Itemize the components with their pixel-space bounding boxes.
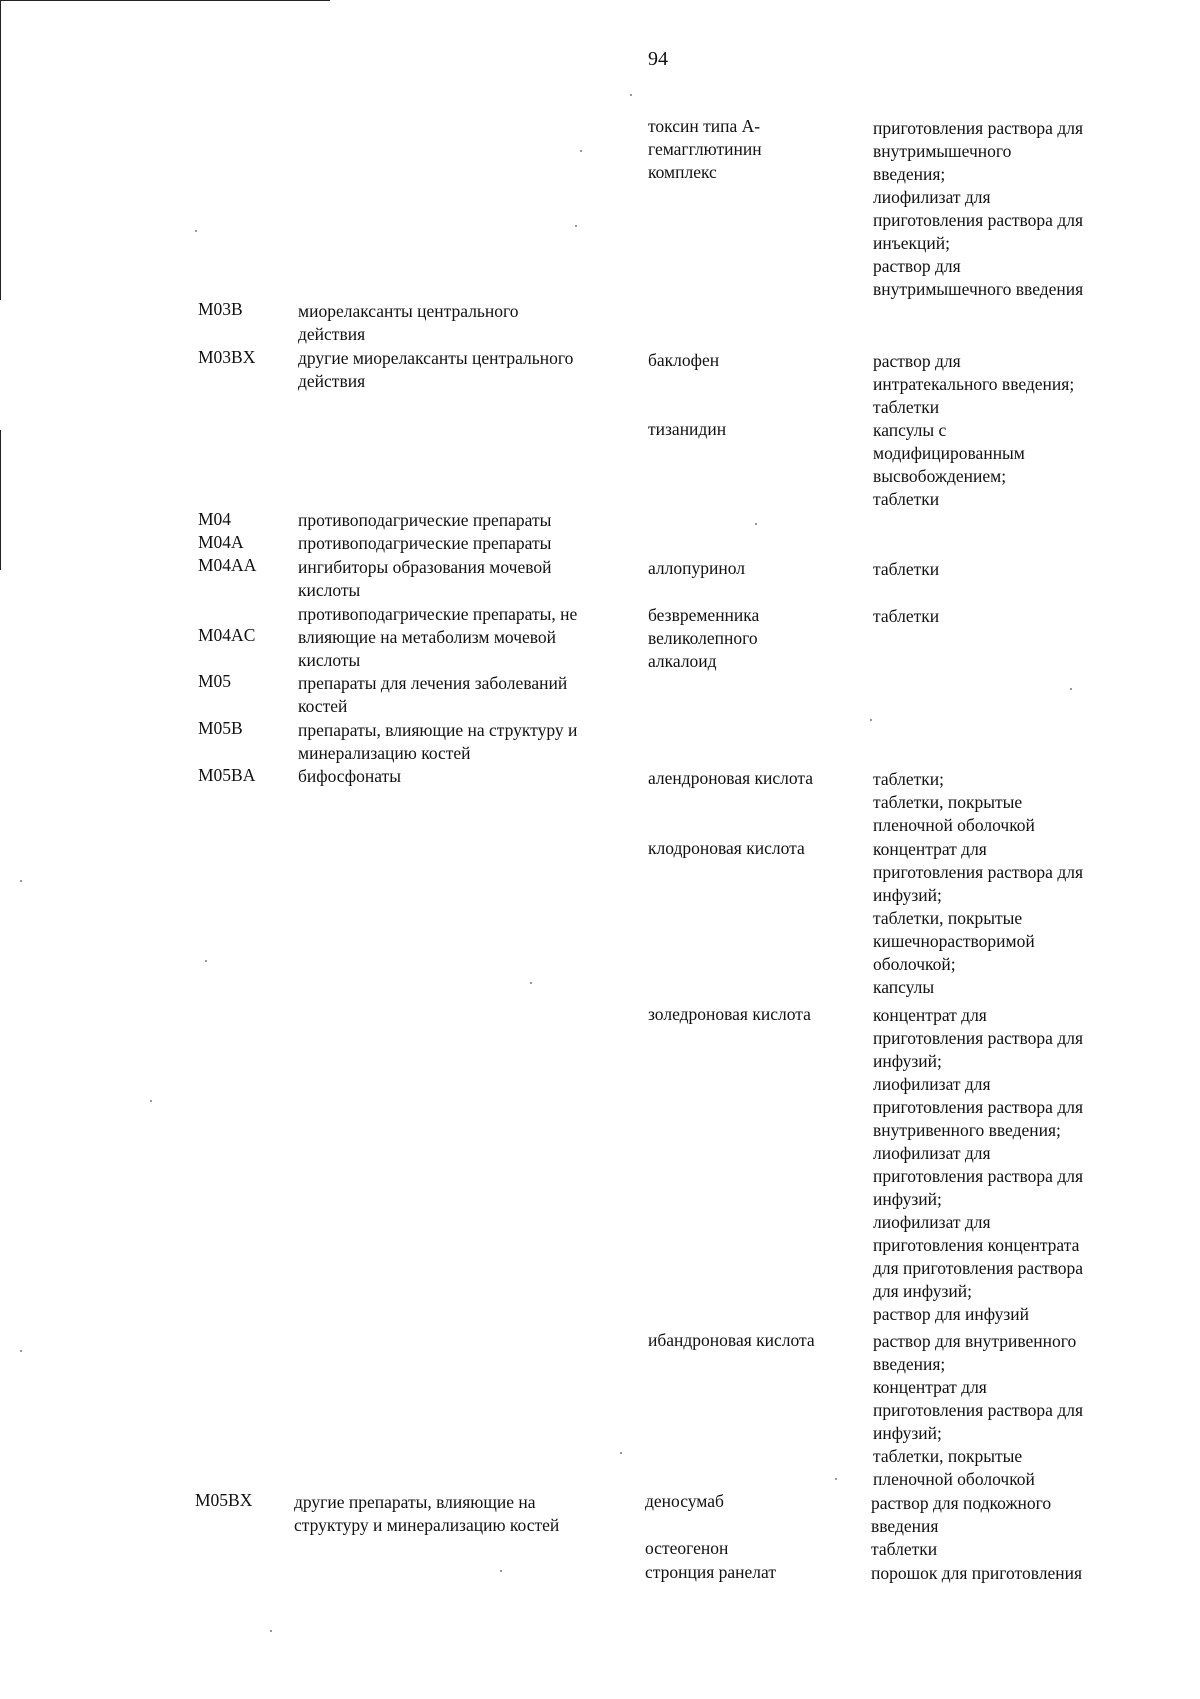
scan-speck	[500, 1570, 502, 1572]
dosage-forms: таблетки	[873, 559, 940, 579]
scan-speck	[20, 880, 22, 882]
atc-code: M03BX	[198, 347, 256, 367]
drug-name: стронция ранелат	[645, 1562, 776, 1582]
group-name: препараты для лечения заболеваний костей	[298, 673, 568, 716]
atc-code: M05	[198, 671, 232, 691]
dosage-forms: порошок для приготовления	[871, 1563, 1082, 1583]
scan-speck	[835, 1478, 837, 1480]
drug-name: токсин типа А- гемагглютинин комплекс	[648, 116, 762, 182]
drug-name: тизанидин	[648, 419, 727, 439]
drug-name: безвременника великолепного алкалоид	[648, 605, 760, 671]
dosage-forms: концентрат для приготовления раствора для инфузий; лиофилизат для приготовления раствора для внутривенного введения; лиофилизат для приготовления раствора для инфузий; лиофилизат для приготовления концентрата для приготовления раствора для инфузий; раствор для инфузий	[873, 1005, 1083, 1324]
dosage-forms: концентрат для приготовления раствора для инфузий; таблетки, покрытые кишечнорастворимой оболочкой; капсулы	[873, 839, 1083, 997]
drug-name: алендроновая кислота	[648, 768, 814, 788]
group-name: ингибиторы образования мочевой кислоты	[298, 557, 552, 600]
scan-speck	[870, 719, 872, 721]
drug-name: деносумаб	[645, 1491, 724, 1511]
scan-speck	[205, 960, 207, 962]
scan-speck	[530, 982, 532, 984]
group-name: миорелаксанты центрального действия	[298, 301, 519, 344]
drug-name: аллопуринол	[648, 558, 745, 578]
scan-speck	[150, 1100, 152, 1102]
scan-speck	[1070, 688, 1072, 690]
drug-name: клодроновая кислота	[648, 838, 805, 858]
scan-speck	[20, 1350, 22, 1352]
group-name: противоподагрические препараты	[298, 510, 552, 530]
scan-speck	[580, 150, 582, 152]
scan-speck	[755, 523, 757, 525]
scan-edge-left-mark	[0, 430, 1, 570]
scan-speck	[630, 94, 632, 96]
atc-code: M04AA	[198, 555, 257, 575]
dosage-forms: приготовления раствора для внутримышечного введения; лиофилизат для приготовления раствора для инъекций; раствор для внутримышечного введения	[873, 118, 1084, 299]
group-name: другие миорелаксанты центрального действия	[298, 348, 574, 391]
atc-code: M05B	[198, 718, 243, 738]
scan-speck	[620, 1452, 622, 1454]
scan-speck	[270, 1630, 272, 1632]
atc-code: M03B	[198, 299, 243, 319]
atc-code: M04A	[198, 532, 244, 552]
atc-code: M04AC	[198, 625, 256, 645]
group-name: бифосфонаты	[298, 766, 401, 786]
page-number: 94	[648, 48, 668, 70]
dosage-forms: таблетки; таблетки, покрытые пленочной оболочкой	[873, 769, 1035, 835]
group-name: противоподагрические препараты, не влияющие на метаболизм мочевой кислоты	[298, 604, 578, 670]
dosage-forms: таблетки	[873, 606, 940, 626]
dosage-forms: таблетки	[871, 1539, 938, 1559]
scan-speck	[575, 225, 577, 227]
atc-code: M04	[198, 509, 232, 529]
scan-edge-left	[0, 0, 1, 300]
dosage-forms: раствор для интратекального введения; таблетки	[873, 351, 1075, 417]
dosage-forms: капсулы с модифицированным высвобождением; таблетки	[873, 420, 1025, 509]
drug-name: остеогенон	[645, 1538, 729, 1558]
atc-code: M05BA	[198, 765, 256, 785]
drug-name: баклофен	[648, 350, 720, 370]
scan-edge-top	[0, 0, 330, 1]
group-name: другие препараты, влияющие на структуру и минерализацию костей	[294, 1492, 560, 1535]
dosage-forms: раствор для внутривенного введения; концентрат для приготовления раствора для инфузий; таблетки, покрытые пленочной оболочкой	[873, 1331, 1083, 1489]
drug-name: золедроновая кислота	[648, 1004, 811, 1024]
group-name: противоподагрические препараты	[298, 533, 552, 553]
atc-code: M05BX	[195, 1490, 253, 1510]
group-name: препараты, влияющие на структуру и минерализацию костей	[298, 720, 578, 763]
drug-name: ибандроновая кислота	[648, 1330, 815, 1350]
dosage-forms: раствор для подкожного введения	[871, 1493, 1052, 1536]
scan-speck	[195, 230, 197, 232]
